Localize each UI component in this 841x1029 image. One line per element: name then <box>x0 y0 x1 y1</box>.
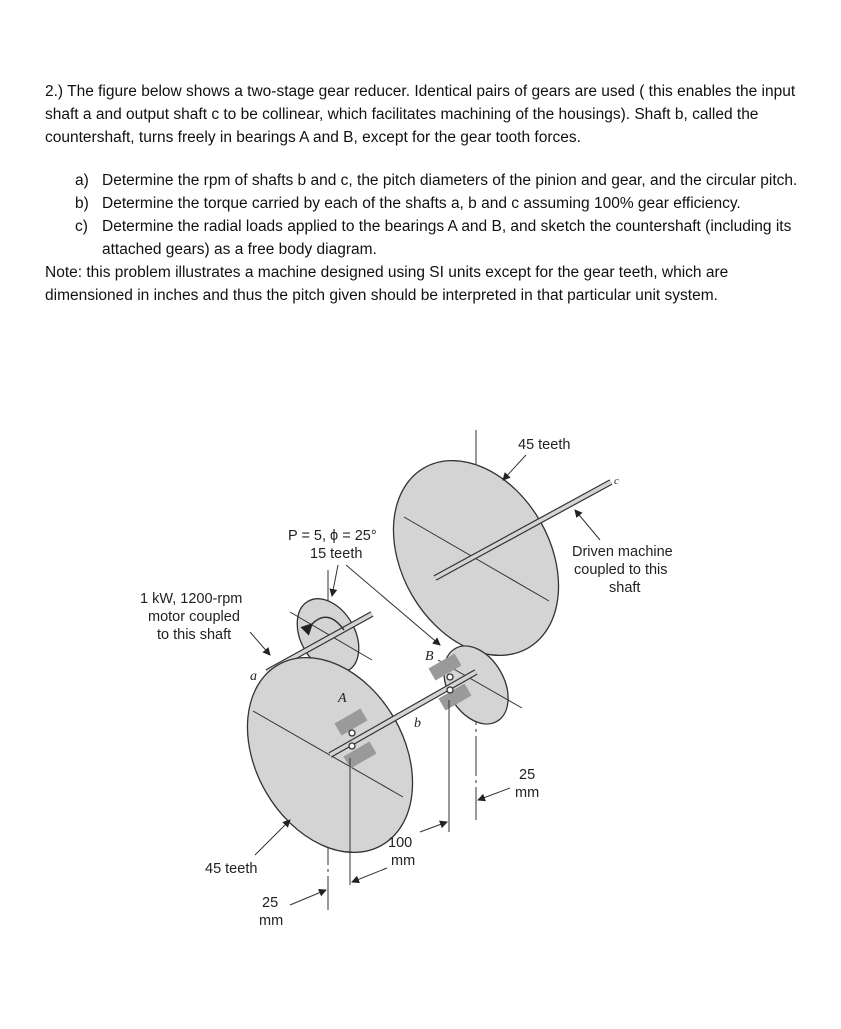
part-text: Determine the radial loads applied to the bearings A and B, and sketch the countershaft (including its attached gears) as a free body diagram. <box>102 218 792 258</box>
label-bearing-A: A <box>338 691 347 706</box>
label-25mm-left-num: 25 <box>262 895 279 911</box>
part-text: Determine the rpm of shafts b and c, the pitch diameters of the pinion and gear, and the circular pitch. <box>102 172 798 189</box>
label-shaft-b: b <box>414 716 421 731</box>
part-marker: b) <box>75 195 89 212</box>
part-marker: a) <box>75 172 89 189</box>
label-pitch-line1: P = 5, ϕ = 25° <box>288 528 377 544</box>
label-25mm-left-unit: mm <box>259 913 284 929</box>
label-shaft-c: c <box>614 475 619 487</box>
part-marker: c) <box>75 218 88 235</box>
label-25mm-right-num: 25 <box>519 767 536 783</box>
label-pitch-line2: 15 teeth <box>310 546 363 562</box>
label-45-teeth-bottom: 45 teeth <box>205 861 258 877</box>
part-text: Determine the torque carried by each of the shafts a, b and c assuming 100% gear efficiency. <box>102 195 741 212</box>
label-bearing-B: B <box>425 649 434 664</box>
label-driven-line2: coupled to this <box>574 562 668 578</box>
label-motor-line3: to this shaft <box>157 627 232 643</box>
label-motor-line2: motor coupled <box>148 609 240 625</box>
label-100mm-num: 100 <box>388 835 413 851</box>
label-45-teeth-top: 45 teeth <box>518 437 571 453</box>
problem-intro: 2.) The figure below shows a two-stage gear reducer. Identical pairs of gears are used ( this enables the input shaft a and output shaft c to be collinear, which facilitates machining of the housings). Shaft b, called the countershaft, turns freely in bearings A and B, except for the gear tooth forces. <box>45 83 796 146</box>
problem-note: Note: this problem illustrates a machine designed using SI units except for the gear teeth, which are dimensioned in inches and thus the pitch given should be interpreted in that particular unit system. <box>45 264 729 304</box>
label-100mm-unit: mm <box>391 853 416 869</box>
label-driven-line1: Driven machine <box>572 544 673 560</box>
label-driven-line3: shaft <box>609 580 641 596</box>
label-motor-line1: 1 kW, 1200-rpm <box>140 591 243 607</box>
label-shaft-a: a <box>250 669 257 684</box>
label-25mm-right-unit: mm <box>515 785 540 801</box>
